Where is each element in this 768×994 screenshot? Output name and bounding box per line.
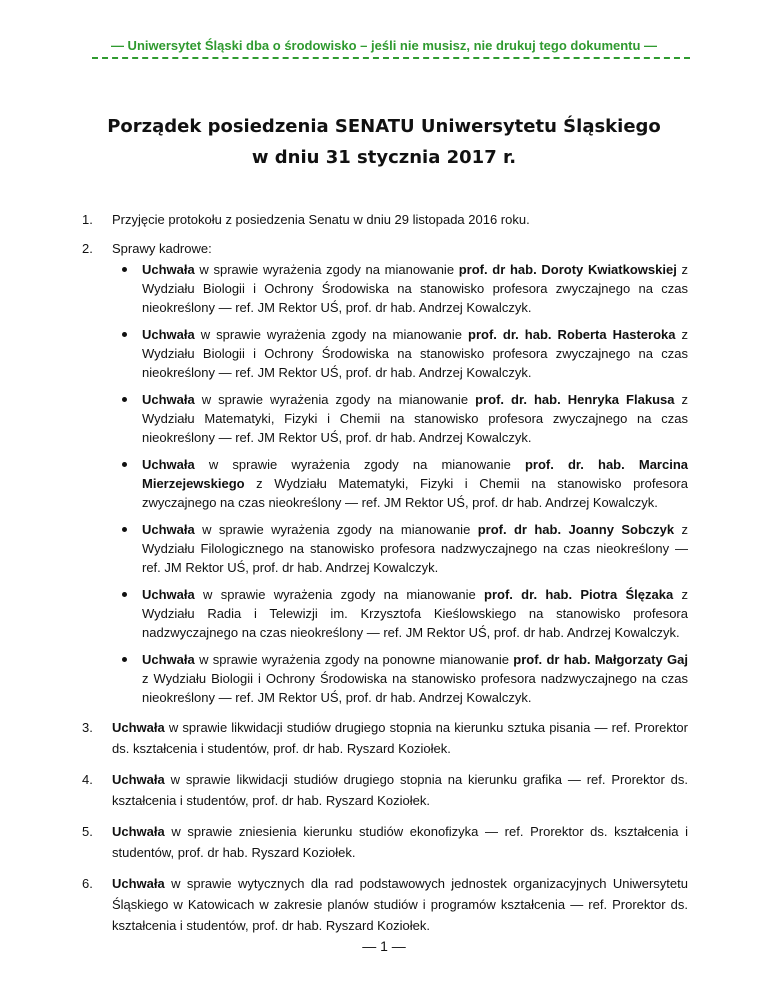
item-bold: Uchwała — [112, 876, 165, 891]
bullet-icon — [122, 592, 127, 597]
item-text: w sprawie wytycznych dla rad podstawowych jednostek organizacyjnych Uniwersytetu Śląskiego w Katowicach w zakresie planów studiów i programów kształcenia — ref. Prorektor ds. kształcenia i studentów, prof. dr hab. Ryszard Koziołek. — [112, 876, 688, 933]
subitem: Uchwała w sprawie wyrażenia zgody na mianowanie prof. dr. hab. Roberta Hasteroka z Wydziału Biologii i Ochrony Środowiska na stanowisko profesora zwyczajnego na czas nieokreślony — ref. JM Rektor UŚ, prof. dr hab. Andrzej Kowalczyk. — [112, 325, 688, 382]
item-number: 5. — [82, 824, 93, 839]
item-text: w sprawie likwidacji studiów drugiego stopnia na kierunku sztuka pisania — ref. Prorektor ds. kształcenia i studentów, prof. dr hab. Ryszard Koziołek. — [112, 720, 688, 756]
subitem: Uchwała w sprawie wyrażenia zgody na mianowanie prof. dr hab. Joanny Sobczyk z Wydziału Filologicznego na stanowisko profesora nadzwyczajnego na czas nieokreślony — ref. JM Rektor UŚ, prof. dr hab. Andrzej Kowalczyk. — [112, 520, 688, 577]
subitem: Uchwała w sprawie wyrażenia zgody na mianowanie prof. dr. hab. Marcina Mierzejewskiego z Wydziału Matematyki, Fizyki i Chemii na stanowisko profesora zwyczajnego na czas nieokreślony — ref. JM Rektor UŚ, prof. dr hab. Andrzej Kowalczyk. — [112, 455, 688, 512]
item-bold: Uchwała — [112, 772, 165, 787]
bullet-icon — [122, 267, 127, 272]
bullet-icon — [122, 332, 127, 337]
item-text: Sprawy kadrowe: — [112, 241, 212, 256]
bullet-icon — [122, 462, 127, 467]
subitem: Uchwała w sprawie wyrażenia zgody na mianowanie prof. dr hab. Doroty Kwiatkowskiej z Wydziału Biologii i Ochrony Środowiska na stanowisko profesora zwyczajnego na czas nieokreślony — ref. JM Rektor UŚ, prof. dr hab. Andrzej Kowalczyk. — [112, 260, 688, 317]
item-text: w sprawie zniesienia kierunku studiów ekonofizyka — ref. Prorektor ds. kształcenia i studentów, prof. dr hab. Ryszard Koziołek. — [112, 824, 688, 860]
page-title: Porządek posiedzenia SENATU Uniwersytetu Śląskiego — [107, 116, 661, 137]
agenda-item-5 — [82, 821, 688, 863]
subitem: Uchwała w sprawie wyrażenia zgody na mianowanie prof. dr. hab. Piotra Ślęzaka z Wydziału Radia i Telewizji im. Krzysztofa Kieślowskiego na stanowisko profesora nadzwyczajnego na czas nieokreślony — ref. JM Rektor UŚ, prof. dr hab. Andrzej Kowalczyk. — [112, 585, 688, 642]
agenda-item-2 — [82, 239, 688, 707]
subitem-list — [112, 260, 688, 707]
item-bold: Uchwała — [112, 720, 165, 735]
page-number: — 1 — — [362, 938, 406, 954]
banner-divider — [92, 57, 690, 59]
bullet-icon — [122, 527, 127, 532]
item-text: Przyjęcie protokołu z posiedzenia Senatu w dniu 29 listopada 2016 roku. — [112, 212, 530, 227]
item-bold: Uchwała — [112, 824, 165, 839]
subitem: Uchwała w sprawie wyrażenia zgody na ponowne mianowanie prof. dr hab. Małgorzaty Gaj z Wydziału Biologii i Ochrony Środowiska na stanowisko profesora nadzwyczajnego na czas nieokreślony — ref. JM Rektor UŚ, prof. dr hab. Andrzej Kowalczyk. — [112, 650, 688, 707]
item-number: 1. — [82, 212, 93, 227]
bullet-icon — [122, 397, 127, 402]
agenda-list — [82, 210, 688, 946]
item-number: 2. — [82, 241, 93, 256]
agenda-item-3 — [82, 717, 688, 759]
agenda-item-6 — [82, 873, 688, 936]
item-number: 3. — [82, 720, 93, 735]
item-text: w sprawie likwidacji studiów drugiego stopnia na kierunku grafika — ref. Prorektor ds. kształcenia i studentów, prof. dr hab. Ryszard Koziołek. — [112, 772, 688, 808]
item-number: 4. — [82, 772, 93, 787]
subitem: Uchwała w sprawie wyrażenia zgody na mianowanie prof. dr. hab. Henryka Flakusa z Wydziału Matematyki, Fizyki i Chemii na stanowisko profesora zwyczajnego na czas nieokreślony — ref. JM Rektor UŚ, prof. dr hab. Andrzej Kowalczyk. — [112, 390, 688, 447]
item-number: 6. — [82, 876, 93, 891]
agenda-item-4 — [82, 769, 688, 811]
bullet-icon — [122, 657, 127, 662]
page-subtitle-date: w dniu 31 stycznia 2017 r. — [251, 147, 517, 168]
agenda-item-1 — [82, 210, 688, 229]
eco-banner: — Uniwersytet Śląski dba o środowisko – jeśli nie musisz, nie drukuj tego dokumentu — — [110, 38, 658, 53]
